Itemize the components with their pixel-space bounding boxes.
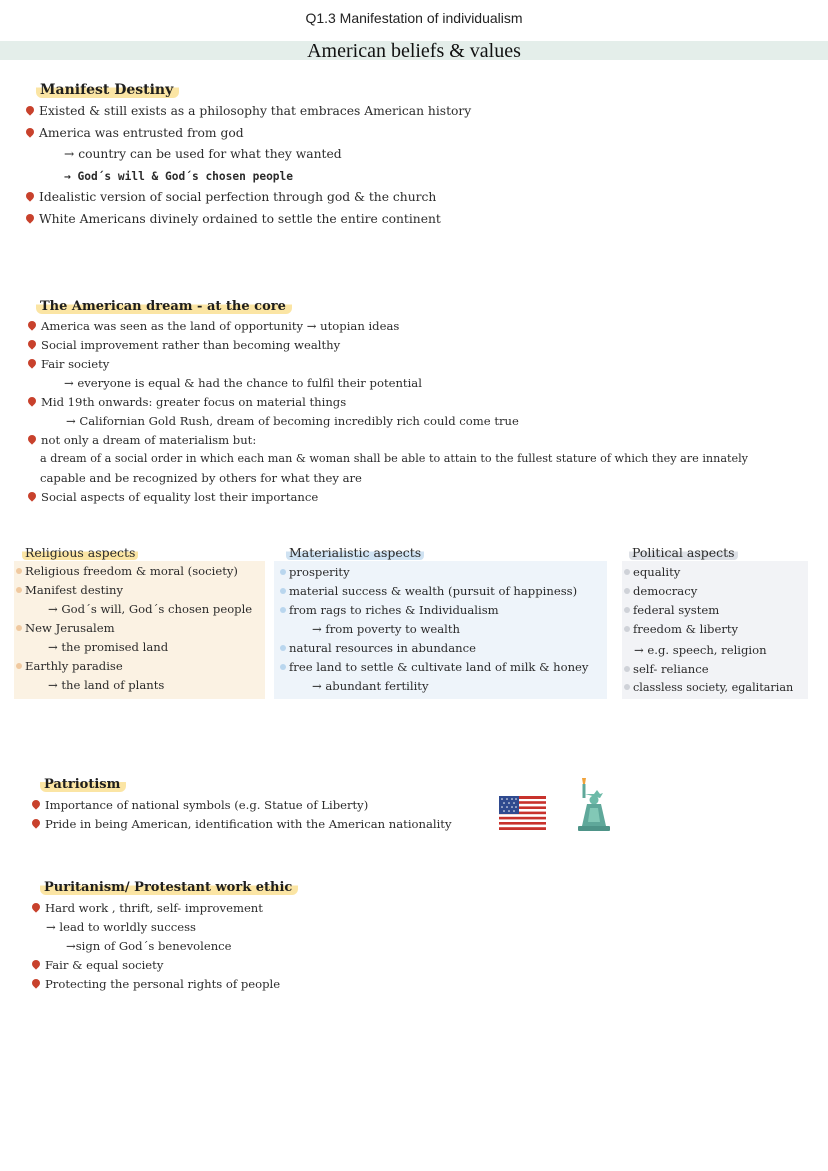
bullet-icon — [26, 395, 37, 406]
dot-icon — [624, 684, 630, 690]
bullet-icon — [30, 817, 41, 828]
section-heading-manifest-destiny: Manifest Destiny — [36, 82, 179, 98]
column-item-text: from rags to riches & Individualism — [289, 603, 499, 617]
section-heading-american-dream: The American dream - at the core — [36, 299, 292, 314]
column-item-text: free land to settle & cultivate land of milk & honey — [289, 660, 589, 674]
column-item — [624, 603, 719, 617]
list-item-text: Fair & equal society — [45, 958, 164, 972]
column-item-text: freedom & liberty — [633, 622, 739, 636]
bullet-icon — [30, 977, 41, 988]
list-item-text: America was entrusted from god — [39, 126, 244, 140]
list-item-text: Importance of national symbols (e.g. Statue of Liberty) — [45, 798, 369, 812]
list-item-text: Fair society — [41, 357, 110, 371]
column-subitem: → God´s will, God´s chosen people — [48, 602, 253, 616]
column-item — [624, 584, 697, 598]
list-item-text: Mid 19th onwards: greater focus on material things — [41, 395, 347, 409]
list-item — [32, 817, 452, 831]
column-item — [624, 681, 793, 694]
list-item — [32, 977, 280, 991]
dot-icon — [624, 588, 630, 594]
materialistic-aspects-heading: Materialistic aspects — [286, 545, 424, 560]
dot-icon — [16, 663, 22, 669]
bullet-icon — [26, 490, 37, 501]
list-subitem: → country can be used for what they wanted — [64, 147, 342, 161]
list-item-text: White Americans divinely ordained to settle the entire continent — [39, 212, 441, 226]
list-item — [26, 104, 471, 118]
list-item — [28, 433, 256, 447]
bullet-icon — [30, 798, 41, 809]
statue-of-liberty-icon — [570, 776, 612, 832]
bullet-icon — [30, 958, 41, 969]
column-subitem: → e.g. speech, religion — [634, 643, 767, 657]
list-item-text: Hard work , thrift, self- improvement — [45, 901, 263, 915]
column-item-text: self- reliance — [633, 662, 709, 676]
list-item-text: Social improvement rather than becoming wealthy — [41, 338, 341, 352]
list-subitem: → lead to worldly success — [46, 920, 196, 934]
list-item — [28, 490, 318, 504]
dot-icon — [624, 607, 630, 613]
bullet-icon — [30, 901, 41, 912]
us-flag-icon — [499, 796, 546, 830]
dot-icon — [280, 588, 286, 594]
column-item — [624, 565, 680, 579]
list-item-text: Idealistic version of social perfection through god & the church — [39, 190, 437, 204]
dot-icon — [16, 625, 22, 631]
list-item — [32, 901, 263, 915]
list-item-text: Existed & still exists as a philosophy that embraces American history — [39, 104, 472, 118]
list-item — [26, 190, 436, 204]
list-item — [32, 798, 368, 812]
column-item — [280, 660, 588, 674]
column-item-text: classless society, egalitarian — [633, 681, 794, 694]
dot-icon — [280, 645, 286, 651]
list-item-text: Protecting the personal rights of people — [45, 977, 281, 991]
list-subitem: → Californian Gold Rush, dream of becoming incredibly rich could come true — [66, 414, 519, 428]
religious-aspects-heading: Religious aspects — [22, 545, 138, 560]
list-subitem: → everyone is equal & had the chance to fulfil their potential — [64, 376, 422, 390]
column-subitem: → the land of plants — [48, 678, 165, 692]
dot-icon — [624, 626, 630, 632]
bullet-icon — [26, 357, 37, 368]
column-item-text: Manifest destiny — [25, 583, 124, 597]
dot-icon — [280, 569, 286, 575]
column-item-text: equality — [633, 565, 681, 579]
column-item-text: prosperity — [289, 565, 350, 579]
column-item-text: Religious freedom & moral (society) — [25, 564, 238, 578]
list-item-text: Pride in being American, identification with the American nationality — [45, 817, 452, 831]
quote-line: a dream of a social order in which each man & woman shall be able to attain to the fullest stature of which they are innately — [40, 452, 749, 465]
list-item-text: not only a dream of materialism but: — [41, 433, 257, 447]
bullet-icon — [24, 126, 35, 137]
column-item — [16, 621, 115, 635]
dot-icon — [624, 666, 630, 672]
list-item — [26, 212, 441, 226]
dot-icon — [624, 569, 630, 575]
column-item — [16, 659, 123, 673]
column-item — [624, 662, 709, 676]
list-item — [28, 395, 346, 409]
column-subitem: → abundant fertility — [312, 679, 429, 693]
bullet-icon — [26, 319, 37, 330]
column-item-text: Earthly paradise — [25, 659, 123, 673]
column-item-text: material success & wealth (pursuit of happiness) — [289, 584, 578, 598]
column-item — [280, 565, 350, 579]
column-item-text: New Jerusalem — [25, 621, 115, 635]
page-title: American beliefs & values — [307, 40, 521, 62]
bullet-icon — [24, 104, 35, 115]
list-subitem: →sign of God´s benevolence — [66, 939, 232, 953]
column-item — [16, 564, 238, 578]
list-item — [28, 357, 109, 371]
column-item-text: democracy — [633, 584, 698, 598]
dot-icon — [280, 607, 286, 613]
column-item — [624, 622, 738, 636]
list-item-text: Social aspects of equality lost their importance — [41, 490, 319, 504]
bullet-icon — [24, 190, 35, 201]
dot-icon — [16, 587, 22, 593]
column-subitem: → from poverty to wealth — [312, 622, 460, 636]
section-heading-patriotism: Patriotism — [40, 777, 126, 792]
column-item — [16, 583, 123, 597]
column-subitem: → the promised land — [48, 640, 169, 654]
dot-icon — [16, 568, 22, 574]
column-item — [280, 641, 476, 655]
list-item — [28, 319, 399, 333]
column-item-text: natural resources in abundance — [289, 641, 476, 655]
list-item — [32, 958, 163, 972]
column-item — [280, 584, 577, 598]
column-item-text: federal system — [633, 603, 720, 617]
political-aspects-heading: Political aspects — [629, 545, 738, 560]
list-item — [28, 338, 340, 352]
column-item — [280, 603, 499, 617]
list-item-text: America was seen as the land of opportunity → utopian ideas — [41, 319, 400, 333]
bullet-icon — [24, 212, 35, 223]
emphasis-text: → God´s will & God´s chosen people — [64, 170, 294, 183]
section-heading-puritanism: Puritanism/ Protestant work ethic — [40, 880, 298, 895]
dot-icon — [280, 664, 286, 670]
bullet-icon — [26, 433, 37, 444]
document-subtitle: Q1.3 Manifestation of individualism — [305, 10, 523, 26]
bullet-icon — [26, 338, 37, 349]
list-subitem — [64, 169, 293, 183]
list-item — [26, 126, 244, 140]
quote-line: capable and be recognized by others for what they are — [40, 471, 362, 485]
